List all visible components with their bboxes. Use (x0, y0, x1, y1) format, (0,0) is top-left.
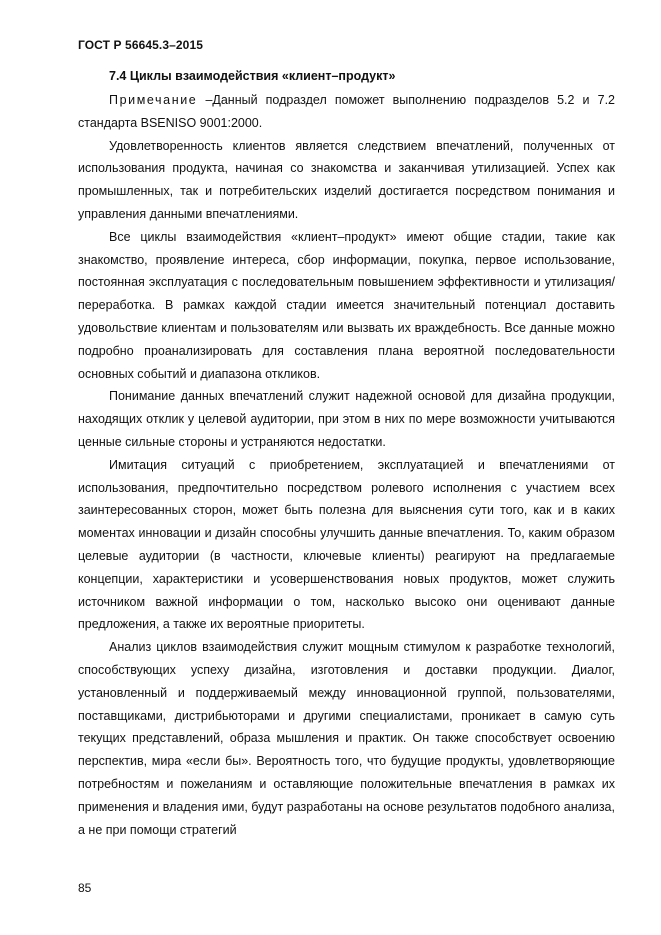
section-title: 7.4 Циклы взаимодействия «клиент–продукт» (109, 69, 396, 83)
note-text: –Данный подраздел поможет выполнению подразделов 5.2 и 7.2 стандарта BSENISO 9001:2000. (78, 93, 615, 130)
page-number: 85 (78, 881, 92, 895)
paragraph-stages: Все циклы взаимодействия «клиент–продукт» имеют общие стадии, такие как знакомство, проявление интереса, сбор информации, покупка, первое использование, постоянная эксплуатация с последовательным повышением эффективности и утилизация/переработка. В рамках каждой стадии имеется значительный потенциал доставить удовольствие клиентам и пользователям или вызвать их враждебность. Все данные можно подробно проанализировать для составления плана вероятной последовательности основных событий и диапазона откликов. (78, 229, 615, 381)
body-text (78, 89, 615, 841)
paragraph-satisfaction: Удовлетворенность клиентов является следствием впечатлений, полученных от использования продукта, начиная со знакомства и заканчивая утилизацией. Успех как промышленных, так и потребительских изделий достигается посредством понимания и управления данными впечатлениями. (78, 138, 615, 221)
paragraph-simulation: Имитация ситуаций с приобретением, эксплуатацией и впечатлениями от использования, предпочтительно посредством ролевого исполнения с участием всех заинтересованных сторон, может быть полезна для выяснения сути того, как и в каких моментах инновации и дизайн способны улучшить данные впечатления. То, каким образом целевые аудитории (в частности, ключевые клиенты) реагируют на предлагаемые концепции, характеристики и усовершенствования новых продуктов, может служить источником важной информации о том, насколько высоко они оценивают данные предложения, а также их вероятные приоритеты. (78, 457, 615, 632)
paragraph-understanding: Понимание данных впечатлений служит надежной основой для дизайна продукции, находящих отклик у целевой аудитории, при этом в них по мере возможности учитываются ценные сильные стороны и устраняются недостатки. (78, 389, 615, 449)
note-label: Примечание (109, 93, 198, 107)
standard-header: ГОСТ Р 56645.3–2015 (78, 38, 203, 52)
paragraph-analysis: Анализ циклов взаимодействия служит мощным стимулом к разработке технологий, способствующих успеху дизайна, изготовления и доставки продукции. Диалог, установленный и поддерживаемый между инновационной группой, пользователями, поставщиками, дистрибьюторами и другими специалистами, проникает в самую суть текущих представлений, образа мышления и практик. Он также способствует освоению перспектив, мира «если бы». Вероятность того, что будущие продукты, удовлетворяющие потребностям и пожеланиям и оставляющие положительные впечатления в рамках их применения и владения ими, будут разработаны на основе результатов подобного анализа, а не при помощи стратегий (78, 640, 615, 837)
note-paragraph (78, 89, 615, 135)
